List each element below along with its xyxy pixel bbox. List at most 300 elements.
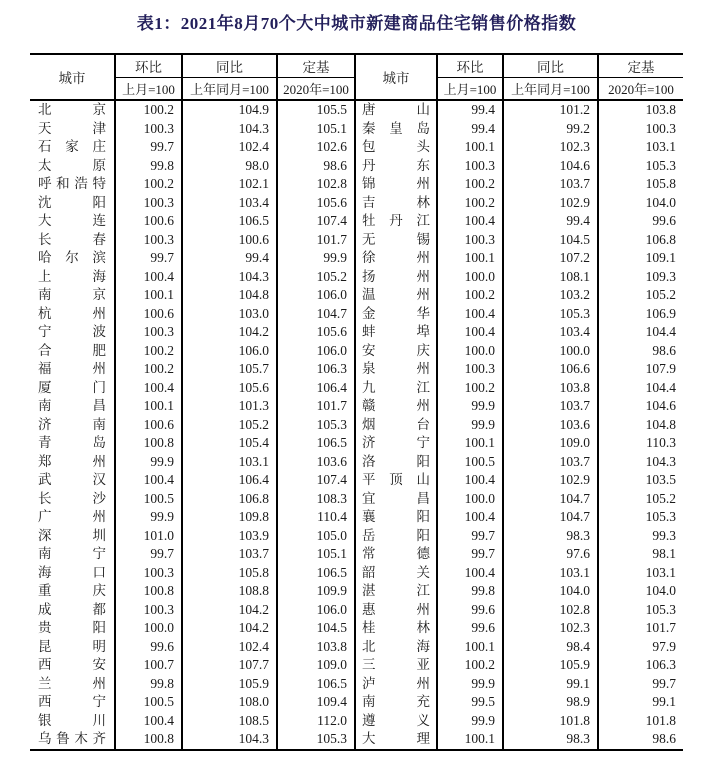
mom-value-cell: 100.4 — [115, 712, 182, 731]
table-row — [30, 212, 683, 231]
base-value-cell: 103.1 — [598, 564, 683, 583]
yoy-value-cell: 103.8 — [503, 379, 598, 398]
base-value-cell: 106.0 — [277, 286, 355, 305]
yoy-value-cell: 103.1 — [503, 564, 598, 583]
mom-value-cell: 100.1 — [437, 730, 503, 750]
yoy-value-cell: 102.9 — [503, 194, 598, 213]
base-value-cell: 106.3 — [598, 656, 683, 675]
yoy-value-cell: 104.6 — [503, 157, 598, 176]
yoy-value-cell: 109.0 — [503, 434, 598, 453]
city-name: 天津 — [38, 120, 106, 136]
base-value-cell: 109.0 — [277, 656, 355, 675]
base-value-cell: 98.6 — [598, 730, 683, 750]
yoy-value-cell: 97.6 — [503, 545, 598, 564]
yoy-value-cell: 108.5 — [182, 712, 277, 731]
city-cell — [355, 286, 437, 305]
city-name: 南充 — [362, 694, 430, 710]
yoy-value-cell: 107.2 — [503, 249, 598, 268]
city-cell — [355, 434, 437, 453]
yoy-value-cell: 106.4 — [182, 471, 277, 490]
yoy-value-cell: 102.3 — [503, 138, 598, 157]
city-name: 泸州 — [362, 675, 430, 691]
yoy-value-cell: 103.4 — [182, 194, 277, 213]
city-cell — [30, 360, 115, 379]
base-value-cell: 98.1 — [598, 545, 683, 564]
city-name: 锦州 — [362, 176, 430, 192]
city-cell — [355, 582, 437, 601]
city-name: 湛江 — [362, 583, 430, 599]
mom-value-cell: 99.9 — [437, 416, 503, 435]
city-name: 烟台 — [362, 416, 430, 432]
base-value-cell: 105.5 — [277, 100, 355, 120]
yoy-value-cell: 103.6 — [503, 416, 598, 435]
mom-value-cell: 100.1 — [437, 138, 503, 157]
base-value-cell: 104.5 — [277, 619, 355, 638]
base-value-cell: 99.9 — [277, 249, 355, 268]
yoy-value-cell: 105.3 — [503, 305, 598, 324]
base-value-cell: 105.3 — [598, 508, 683, 527]
mom-value-cell: 100.2 — [437, 175, 503, 194]
base-value-cell: 100.3 — [598, 120, 683, 139]
base-value-cell: 105.3 — [598, 157, 683, 176]
mom-value-cell: 100.5 — [437, 453, 503, 472]
table-row — [30, 508, 683, 527]
base-value-cell: 99.1 — [598, 693, 683, 712]
city-cell — [355, 138, 437, 157]
mom-value-cell: 100.2 — [437, 379, 503, 398]
yoy-value-cell: 105.2 — [182, 416, 277, 435]
yoy-value-cell: 101.3 — [182, 397, 277, 416]
city-cell — [355, 471, 437, 490]
mom-value-cell: 100.3 — [115, 323, 182, 342]
city-name: 韶关 — [362, 564, 430, 580]
header-mom-left: 环比 — [115, 54, 182, 78]
yoy-value-cell: 108.1 — [503, 268, 598, 287]
base-value-cell: 105.3 — [277, 416, 355, 435]
yoy-value-cell: 101.8 — [503, 712, 598, 731]
mom-value-cell: 100.3 — [115, 564, 182, 583]
mom-value-cell: 100.6 — [115, 305, 182, 324]
mom-value-cell: 99.9 — [115, 508, 182, 527]
yoy-value-cell: 104.5 — [503, 231, 598, 250]
mom-value-cell: 99.7 — [115, 138, 182, 157]
table-row — [30, 712, 683, 731]
base-value-cell: 101.7 — [277, 231, 355, 250]
city-name: 惠州 — [362, 601, 430, 617]
city-name: 济宁 — [362, 435, 430, 451]
city-name: 赣州 — [362, 398, 430, 414]
table-row — [30, 416, 683, 435]
mom-value-cell: 100.4 — [115, 471, 182, 490]
city-name: 广州 — [38, 509, 106, 525]
header-yoy-right: 同比 — [503, 54, 598, 78]
table-row — [30, 490, 683, 509]
yoy-value-cell: 98.4 — [503, 638, 598, 657]
table-row — [30, 434, 683, 453]
city-cell — [30, 712, 115, 731]
yoy-value-cell: 106.0 — [182, 342, 277, 361]
city-cell — [355, 249, 437, 268]
mom-value-cell: 99.4 — [437, 120, 503, 139]
header-yoy-base-right: 上年同月=100 — [503, 78, 598, 101]
yoy-value-cell: 106.8 — [182, 490, 277, 509]
table-row — [30, 656, 683, 675]
mom-value-cell: 99.5 — [437, 693, 503, 712]
city-cell — [355, 360, 437, 379]
yoy-value-cell: 103.7 — [182, 545, 277, 564]
city-cell — [30, 675, 115, 694]
city-name: 扬州 — [362, 268, 430, 284]
yoy-value-cell: 104.3 — [182, 730, 277, 750]
city-name: 银川 — [38, 712, 106, 728]
city-name: 沈阳 — [38, 194, 106, 210]
yoy-value-cell: 99.4 — [182, 249, 277, 268]
mom-value-cell: 99.9 — [115, 453, 182, 472]
city-cell — [355, 416, 437, 435]
yoy-value-cell: 107.7 — [182, 656, 277, 675]
base-value-cell: 103.8 — [598, 100, 683, 120]
table-row — [30, 601, 683, 620]
mom-value-cell: 100.2 — [115, 100, 182, 120]
city-cell — [355, 453, 437, 472]
table-row — [30, 100, 683, 120]
mom-value-cell: 101.0 — [115, 527, 182, 546]
city-name: 深圳 — [38, 527, 106, 543]
city-cell — [355, 175, 437, 194]
yoy-value-cell: 101.2 — [503, 100, 598, 120]
base-value-cell: 107.4 — [277, 212, 355, 231]
table-row — [30, 286, 683, 305]
yoy-value-cell: 99.4 — [503, 212, 598, 231]
city-name: 平顶山 — [362, 472, 430, 488]
base-value-cell: 107.9 — [598, 360, 683, 379]
mom-value-cell: 100.3 — [115, 120, 182, 139]
mom-value-cell: 100.2 — [437, 656, 503, 675]
mom-value-cell: 100.7 — [115, 656, 182, 675]
base-value-cell: 105.2 — [598, 490, 683, 509]
city-cell — [30, 231, 115, 250]
city-cell — [30, 397, 115, 416]
city-name: 大连 — [38, 213, 106, 229]
mom-value-cell: 99.7 — [115, 249, 182, 268]
base-value-cell: 105.6 — [277, 194, 355, 213]
base-value-cell: 106.0 — [277, 342, 355, 361]
header-mom-right: 环比 — [437, 54, 503, 78]
yoy-value-cell: 102.3 — [503, 619, 598, 638]
base-value-cell: 105.0 — [277, 527, 355, 546]
base-value-cell: 104.4 — [598, 379, 683, 398]
city-cell — [30, 342, 115, 361]
mom-value-cell: 100.2 — [437, 194, 503, 213]
mom-value-cell: 99.6 — [115, 638, 182, 657]
base-value-cell: 105.2 — [277, 268, 355, 287]
yoy-value-cell: 102.1 — [182, 175, 277, 194]
table-header — [30, 54, 683, 100]
city-cell — [30, 323, 115, 342]
yoy-value-cell: 102.4 — [182, 638, 277, 657]
header-yoy-left: 同比 — [182, 54, 277, 78]
base-value-cell: 109.4 — [277, 693, 355, 712]
base-value-cell: 99.7 — [598, 675, 683, 694]
header-base-right: 定基 — [598, 54, 683, 78]
mom-value-cell: 100.0 — [437, 268, 503, 287]
base-value-cell: 112.0 — [277, 712, 355, 731]
city-cell — [30, 564, 115, 583]
table-row — [30, 305, 683, 324]
base-value-cell: 102.6 — [277, 138, 355, 157]
base-value-cell: 110.3 — [598, 434, 683, 453]
city-cell — [30, 194, 115, 213]
city-name: 无锡 — [362, 231, 430, 247]
mom-value-cell: 100.4 — [437, 564, 503, 583]
base-value-cell: 105.3 — [598, 601, 683, 620]
mom-value-cell: 99.8 — [437, 582, 503, 601]
yoy-value-cell: 105.9 — [503, 656, 598, 675]
city-cell — [355, 638, 437, 657]
base-value-cell: 106.3 — [277, 360, 355, 379]
mom-value-cell: 100.0 — [437, 490, 503, 509]
city-name: 宜昌 — [362, 490, 430, 506]
city-cell — [30, 508, 115, 527]
yoy-value-cell: 98.9 — [503, 693, 598, 712]
city-cell — [355, 397, 437, 416]
city-name: 成都 — [38, 601, 106, 617]
mom-value-cell: 100.3 — [437, 157, 503, 176]
mom-value-cell: 99.6 — [437, 601, 503, 620]
city-name: 大理 — [362, 731, 430, 747]
city-cell — [30, 434, 115, 453]
city-cell — [30, 471, 115, 490]
city-cell — [355, 100, 437, 120]
mom-value-cell: 100.4 — [437, 323, 503, 342]
base-value-cell: 106.5 — [277, 564, 355, 583]
mom-value-cell: 100.1 — [437, 434, 503, 453]
table-row — [30, 175, 683, 194]
city-name: 杭州 — [38, 305, 106, 321]
yoy-value-cell: 102.9 — [503, 471, 598, 490]
base-value-cell: 101.7 — [277, 397, 355, 416]
table-row — [30, 730, 683, 750]
table-row — [30, 157, 683, 176]
yoy-value-cell: 98.3 — [503, 730, 598, 750]
base-value-cell: 104.4 — [598, 323, 683, 342]
base-value-cell: 104.6 — [598, 397, 683, 416]
city-name: 金华 — [362, 305, 430, 321]
table-row — [30, 582, 683, 601]
mom-value-cell: 100.3 — [115, 601, 182, 620]
yoy-value-cell: 98.0 — [182, 157, 277, 176]
yoy-value-cell: 105.8 — [182, 564, 277, 583]
base-value-cell: 103.1 — [598, 138, 683, 157]
yoy-value-cell: 104.3 — [182, 268, 277, 287]
city-name: 合肥 — [38, 342, 106, 358]
mom-value-cell: 100.4 — [115, 268, 182, 287]
city-cell — [355, 730, 437, 750]
city-name: 太原 — [38, 157, 106, 173]
yoy-value-cell: 108.0 — [182, 693, 277, 712]
mom-value-cell: 99.6 — [437, 619, 503, 638]
city-cell — [355, 342, 437, 361]
mom-value-cell: 99.7 — [437, 527, 503, 546]
city-cell — [355, 619, 437, 638]
base-value-cell: 106.0 — [277, 601, 355, 620]
yoy-value-cell: 103.0 — [182, 305, 277, 324]
table-row — [30, 194, 683, 213]
city-name: 济南 — [38, 416, 106, 432]
mom-value-cell: 100.8 — [115, 730, 182, 750]
city-name: 郑州 — [38, 453, 106, 469]
table-row — [30, 397, 683, 416]
yoy-value-cell: 105.7 — [182, 360, 277, 379]
city-name: 北海 — [362, 638, 430, 654]
base-value-cell: 97.9 — [598, 638, 683, 657]
city-cell — [355, 656, 437, 675]
base-value-cell: 106.9 — [598, 305, 683, 324]
city-name: 上海 — [38, 268, 106, 284]
city-name: 哈尔滨 — [38, 250, 106, 266]
city-name: 青岛 — [38, 435, 106, 451]
city-name: 北京 — [38, 102, 106, 118]
mom-value-cell: 99.9 — [437, 712, 503, 731]
base-value-cell: 106.8 — [598, 231, 683, 250]
city-cell — [355, 379, 437, 398]
city-name: 吉林 — [362, 194, 430, 210]
mom-value-cell: 99.8 — [115, 157, 182, 176]
mom-value-cell: 100.1 — [115, 397, 182, 416]
city-cell — [355, 212, 437, 231]
yoy-value-cell: 104.2 — [182, 323, 277, 342]
base-value-cell: 105.2 — [598, 286, 683, 305]
city-cell — [355, 508, 437, 527]
table-row — [30, 342, 683, 361]
yoy-value-cell: 104.7 — [503, 490, 598, 509]
city-name: 长沙 — [38, 490, 106, 506]
yoy-value-cell: 109.8 — [182, 508, 277, 527]
city-name: 徐州 — [362, 250, 430, 266]
base-value-cell: 105.3 — [277, 730, 355, 750]
city-name: 西宁 — [38, 694, 106, 710]
city-name: 牡丹江 — [362, 213, 430, 229]
city-name: 西安 — [38, 657, 106, 673]
yoy-value-cell: 105.4 — [182, 434, 277, 453]
header-base-base-right: 2020年=100 — [598, 78, 683, 101]
city-name: 乌鲁木齐 — [38, 731, 106, 747]
yoy-value-cell: 103.1 — [182, 453, 277, 472]
city-cell — [30, 212, 115, 231]
yoy-value-cell: 100.6 — [182, 231, 277, 250]
base-value-cell: 109.3 — [598, 268, 683, 287]
city-cell — [30, 730, 115, 750]
yoy-value-cell: 104.2 — [182, 601, 277, 620]
yoy-value-cell: 98.3 — [503, 527, 598, 546]
base-value-cell: 103.8 — [277, 638, 355, 657]
base-value-cell: 99.6 — [598, 212, 683, 231]
city-name: 南宁 — [38, 546, 106, 562]
table-row — [30, 638, 683, 657]
price-index-table — [30, 53, 683, 751]
mom-value-cell: 100.4 — [437, 212, 503, 231]
city-name: 昆明 — [38, 638, 106, 654]
mom-value-cell: 100.2 — [115, 175, 182, 194]
mom-value-cell: 100.8 — [115, 434, 182, 453]
yoy-value-cell: 106.5 — [182, 212, 277, 231]
table-row — [30, 231, 683, 250]
yoy-value-cell: 105.9 — [182, 675, 277, 694]
city-name: 厦门 — [38, 379, 106, 395]
base-value-cell: 109.9 — [277, 582, 355, 601]
mom-value-cell: 99.7 — [115, 545, 182, 564]
city-name: 九江 — [362, 379, 430, 395]
city-cell — [30, 656, 115, 675]
base-value-cell: 105.6 — [277, 323, 355, 342]
city-cell — [30, 638, 115, 657]
table-row — [30, 693, 683, 712]
base-value-cell: 105.8 — [598, 175, 683, 194]
city-name: 桂林 — [362, 620, 430, 636]
city-cell — [30, 249, 115, 268]
header-city-right: 城市 — [355, 54, 437, 100]
city-cell — [355, 527, 437, 546]
city-name: 泉州 — [362, 361, 430, 377]
base-value-cell: 106.4 — [277, 379, 355, 398]
table-row — [30, 138, 683, 157]
city-cell — [355, 231, 437, 250]
yoy-value-cell: 103.7 — [503, 453, 598, 472]
city-name: 温州 — [362, 287, 430, 303]
city-cell — [355, 490, 437, 509]
base-value-cell: 98.6 — [598, 342, 683, 361]
table-row — [30, 564, 683, 583]
city-cell — [30, 175, 115, 194]
city-cell — [30, 100, 115, 120]
mom-value-cell: 100.6 — [115, 416, 182, 435]
mom-value-cell: 100.4 — [437, 305, 503, 324]
city-cell — [30, 693, 115, 712]
city-cell — [355, 675, 437, 694]
mom-value-cell: 100.8 — [115, 582, 182, 601]
mom-value-cell: 100.1 — [115, 286, 182, 305]
city-cell — [355, 712, 437, 731]
base-value-cell: 108.3 — [277, 490, 355, 509]
city-cell — [30, 416, 115, 435]
mom-value-cell: 99.7 — [437, 545, 503, 564]
city-cell — [355, 601, 437, 620]
yoy-value-cell: 102.4 — [182, 138, 277, 157]
base-value-cell: 104.3 — [598, 453, 683, 472]
yoy-value-cell: 103.7 — [503, 397, 598, 416]
mom-value-cell: 100.3 — [437, 231, 503, 250]
mom-value-cell: 100.4 — [437, 471, 503, 490]
yoy-value-cell: 104.0 — [503, 582, 598, 601]
table-row — [30, 619, 683, 638]
base-value-cell: 109.1 — [598, 249, 683, 268]
mom-value-cell: 100.1 — [437, 638, 503, 657]
city-name: 海口 — [38, 564, 106, 580]
yoy-value-cell: 105.6 — [182, 379, 277, 398]
base-value-cell: 105.1 — [277, 120, 355, 139]
yoy-value-cell: 106.6 — [503, 360, 598, 379]
mom-value-cell: 100.2 — [437, 286, 503, 305]
table-row — [30, 379, 683, 398]
city-name: 宁波 — [38, 324, 106, 340]
city-cell — [30, 305, 115, 324]
mom-value-cell: 100.5 — [115, 490, 182, 509]
table-row — [30, 268, 683, 287]
base-value-cell: 106.5 — [277, 675, 355, 694]
mom-value-cell: 99.9 — [437, 675, 503, 694]
city-cell — [30, 490, 115, 509]
mom-value-cell: 100.5 — [115, 693, 182, 712]
